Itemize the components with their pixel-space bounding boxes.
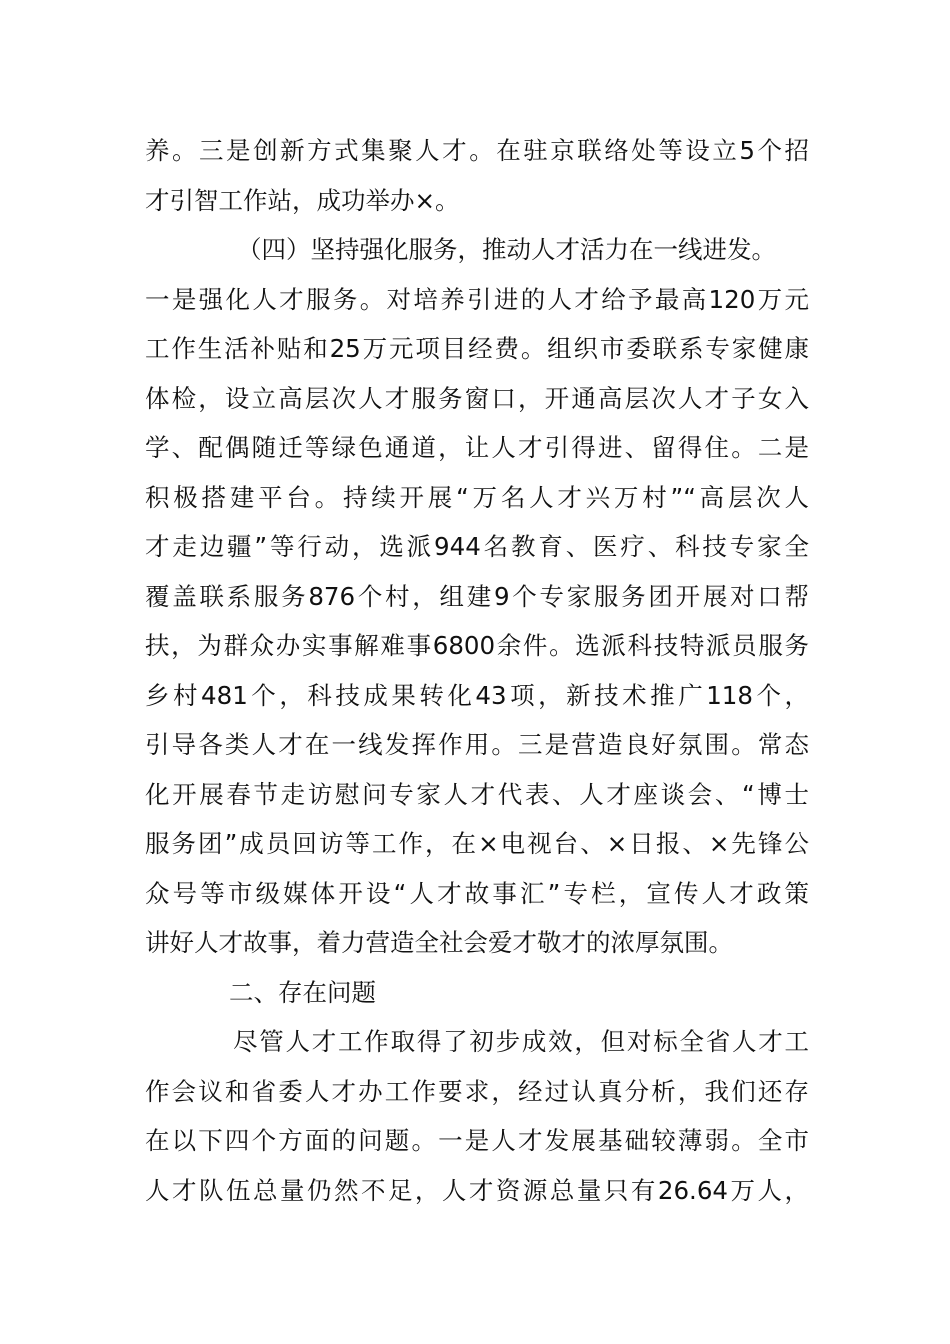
paragraph-line: 众号等市级媒体开设“人才故事汇”专栏，宣传人才政策: [145, 878, 809, 908]
paragraph-line: 引导各类人才在一线发挥作用。三是营造良好氛围。常态: [145, 730, 809, 759]
paragraph-line: 服务团”成员回访等工作，在×电视台、×日报、×先锋公: [145, 829, 809, 858]
paragraph-line: 工作生活补贴和25万元项目经费。组织市委联系专家健康: [145, 334, 809, 363]
paragraph-line: 乡村481个，科技成果转化43项，新技术推广118个，: [145, 680, 809, 710]
paragraph-line: 讲好人才故事，着力营造全社会爱才敬才的浓厚氛围。: [145, 928, 733, 957]
paragraph-line: 在以下四个方面的问题。一是人才发展基础较薄弱。全市: [145, 1126, 809, 1155]
paragraph-line: 人才队伍总量仍然不足，人才资源总量只有26.64万人，: [145, 1175, 809, 1205]
section-heading: （四）坚持强化服务，推动人才活力在一线进发。: [237, 235, 776, 264]
paragraph-line: 尽管人才工作取得了初步成效，但对标全省人才工: [233, 1027, 809, 1056]
paragraph-line: 才引智工作站，成功举办×。: [145, 185, 460, 215]
paragraph-line: 体检，设立高层次人才服务窗口，开通高层次人才子女入: [145, 383, 809, 413]
paragraph-line: 作会议和省委人才办工作要求，经过认真分析，我们还存: [145, 1076, 809, 1106]
paragraph-line: 化开展春节走访慰问专家人才代表、人才座谈会、“博士: [145, 779, 809, 809]
paragraph-line: 学、配偶随迁等绿色通道，让人才引得进、留得住。二是: [145, 433, 809, 462]
paragraph-line: 养。三是创新方式集聚人才。在驻京联络处等设立5个招: [145, 136, 809, 165]
paragraph-line: 扶，为群众办实事解难事6800余件。选派科技特派员服务: [145, 631, 809, 660]
section-heading: 二、存在问题: [229, 977, 376, 1007]
paragraph-line: 积极搭建平台。持续开展“万名人才兴万村”“高层次人: [145, 482, 809, 512]
paragraph-line: 一是强化人才服务。对培养引进的人才给予最高120万元: [145, 284, 809, 314]
paragraph-line: 才走边疆”等行动，选派944名教育、医疗、科技专家全: [145, 532, 809, 561]
document-body: [145, 126, 809, 1215]
paragraph-line: 覆盖联系服务876个村，组建9个专家服务团开展对口帮: [145, 581, 809, 611]
